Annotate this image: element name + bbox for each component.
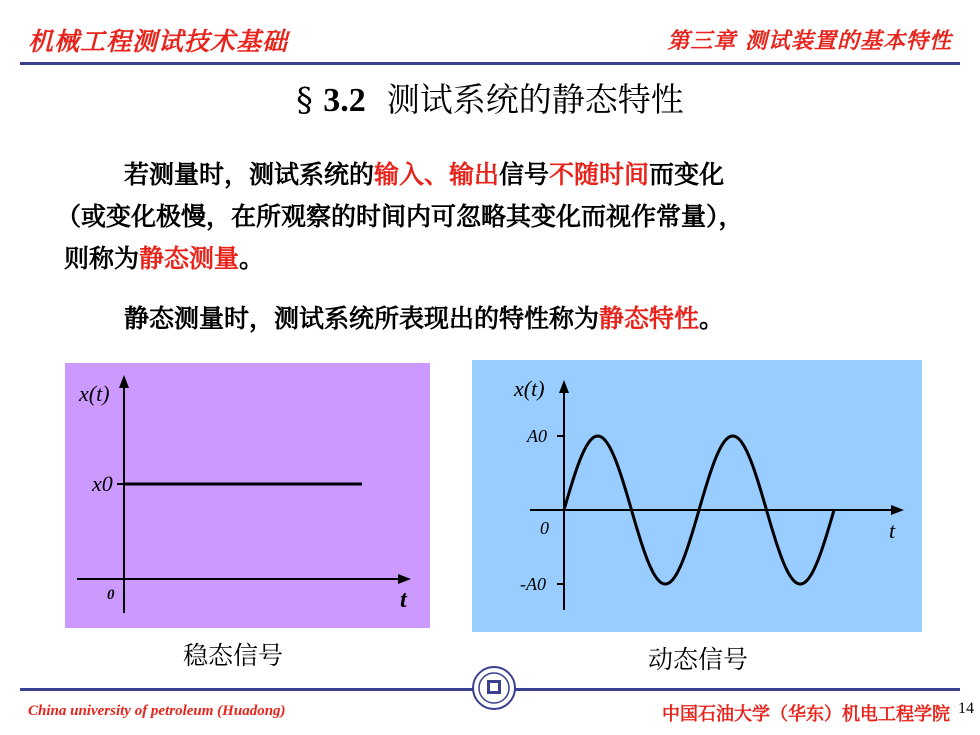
static-figure-background (65, 363, 430, 628)
static-signal-figure (65, 363, 430, 628)
para1-text-1: 若测量时，测试系统的 (124, 160, 375, 189)
para1-highlight-io: 输入、输出 (374, 160, 500, 189)
para1-highlight-time: 不随时间 (549, 160, 650, 189)
footer-school-cn: 中国石油大学（华东）机电工程学院 (662, 704, 950, 725)
dynamic-origin-label: 0 (540, 518, 549, 538)
para2-highlight: 静态特性 (599, 304, 700, 333)
dynamic-y-label: x(t) (514, 376, 545, 401)
dynamic-x-label: t (889, 518, 896, 543)
static-origin-label: 0 (107, 587, 115, 603)
para1-text-3: 而变化 (649, 160, 725, 189)
static-x-label: t (400, 587, 407, 613)
paragraph-static-characteristic (64, 298, 980, 340)
page-number: 14 (958, 700, 974, 717)
footer-university-en: China university of petroleum (Huadong) (28, 703, 286, 719)
paragraph-static-measurement (56, 154, 924, 280)
dynamic-signal-figure (472, 360, 922, 632)
static-y-label: x(t) (79, 381, 110, 406)
para2-text-2: 。 (699, 304, 725, 333)
para1-text-5: 。 (239, 244, 265, 273)
header-rule (20, 62, 960, 65)
para1-text-4: 则称为 (64, 244, 140, 273)
para1-text-line2: （或变化极慢，在所观察的时间内可忽略其变化而视作常量）， (56, 202, 744, 231)
chapter-title: 第三章 测试装置的基本特性 (667, 28, 952, 54)
section-title-text: 测试系统的静态特性 (386, 80, 684, 119)
section-number: 3.2 (323, 82, 366, 119)
university-seal-icon (472, 666, 516, 710)
para1-text-2: 信号 (499, 160, 550, 189)
dynamic-neg-amp-label: -A0 (520, 574, 546, 594)
course-title: 机械工程测试技术基础 (28, 27, 289, 56)
dynamic-amp-label: A0 (527, 426, 547, 446)
para2-text-1: 静态测量时，测试系统所表现出的特性称为 (124, 304, 600, 333)
slide-title (0, 74, 980, 121)
static-level-label: x0 (92, 471, 113, 496)
static-caption: 稳态信号 (182, 641, 283, 670)
section-symbol: § (296, 80, 313, 119)
dynamic-caption: 动态信号 (647, 645, 748, 674)
para1-highlight-static: 静态测量 (139, 244, 240, 273)
